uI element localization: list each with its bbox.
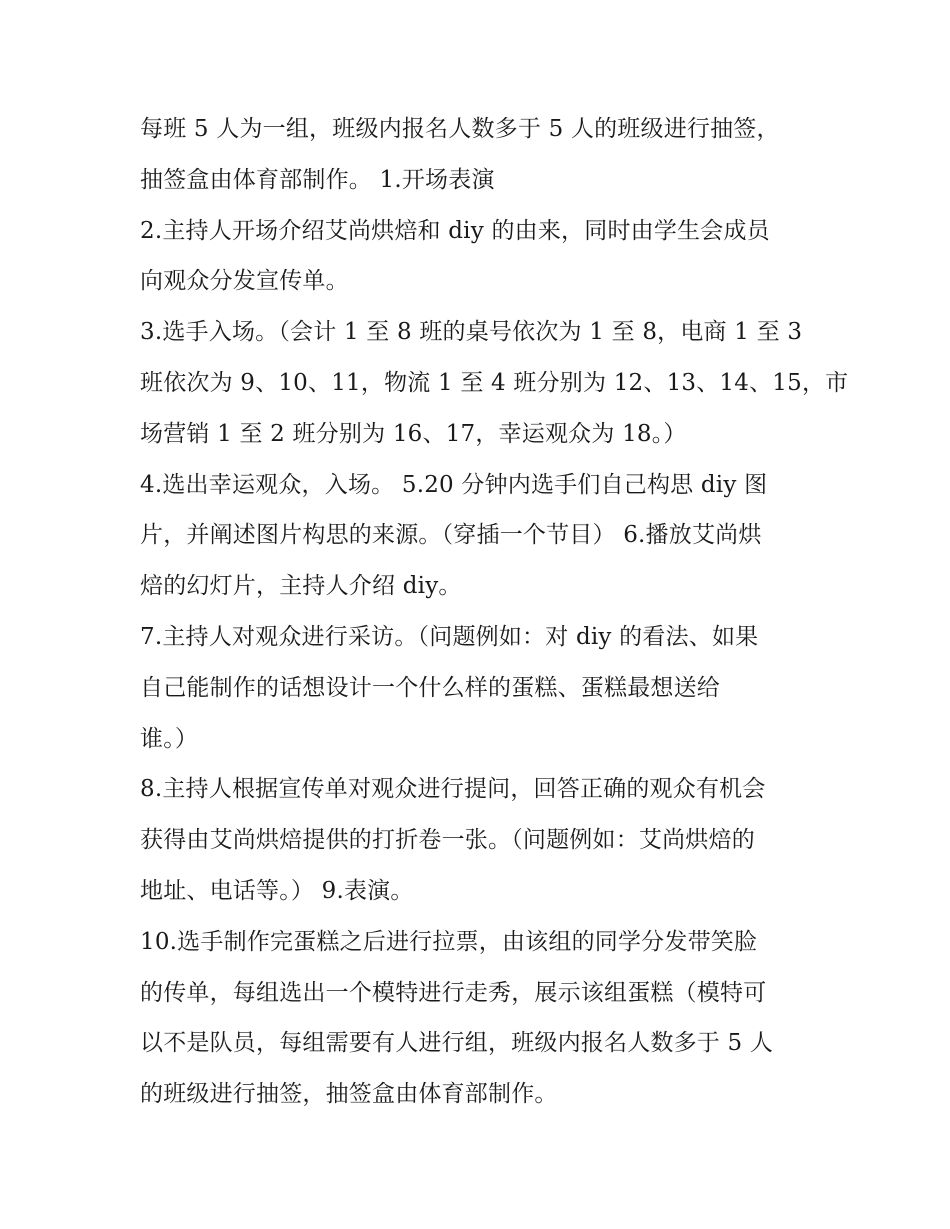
text-line: 3.选手入场。（会计 1 至 8 班的桌号依次为 1 至 8，电商 1 至 3 <box>140 319 803 346</box>
document-body <box>140 104 849 1120</box>
text-line: 每班 5 人为一组，班级内报名人数多于 5 人的班级进行抽签， <box>140 116 780 142</box>
text-line: 7.主持人对观众进行采访。（问题例如：对 diy 的看法、如果 <box>140 623 759 650</box>
text-line: 自己能制作的话想设计一个什么样的蛋糕、蛋糕最想送给 <box>140 674 720 701</box>
text-line: 地址、电话等。） 9.表演。 <box>140 877 414 904</box>
text-line: 获得由艾尚烘焙提供的打折卷一张。（问题例如：艾尚烘焙的 <box>140 827 755 854</box>
text-line: 抽签盒由体育部制作。 1.开场表演 <box>140 166 495 193</box>
text-line: 谁。） <box>140 725 199 752</box>
text-line: 班依次为 9、10、11，物流 1 至 4 班分别为 12、13、14、15，市 <box>140 369 849 396</box>
text-line: 场营销 1 至 2 班分别为 16、17，幸运观众为 18。） <box>140 420 687 447</box>
text-line: 片，并阐述图片构思的来源。（穿插一个节目） 6.播放艾尚烘 <box>140 522 762 549</box>
text-line: 的班级进行抽签，抽签盒由体育部制作。 <box>140 1081 558 1108</box>
text-line: 10.选手制作完蛋糕之后进行拉票，由该组的同学分发带笑脸 <box>140 928 758 955</box>
text-line: 焙的幻灯片，主持人介绍 diy。 <box>140 573 462 600</box>
text-line: 以不是队员，每组需要有人进行组，班级内报名人数多于 5 人 <box>140 1030 774 1057</box>
text-line: 4.选出幸运观众，入场。 5.20 分钟内选手们自己构思 diy 图 <box>140 471 768 498</box>
text-line: 向观众分发宣传单。 <box>140 268 349 295</box>
text-line: 2.主持人开场介绍艾尚烘焙和 diy 的由来，同时由学生会成员 <box>140 217 770 244</box>
text-line: 8.主持人根据宣传单对观众进行提问，回答正确的观众有机会 <box>140 776 766 803</box>
text-line: 的传单，每组选出一个模特进行走秀，展示该组蛋糕（模特可 <box>140 979 767 1006</box>
